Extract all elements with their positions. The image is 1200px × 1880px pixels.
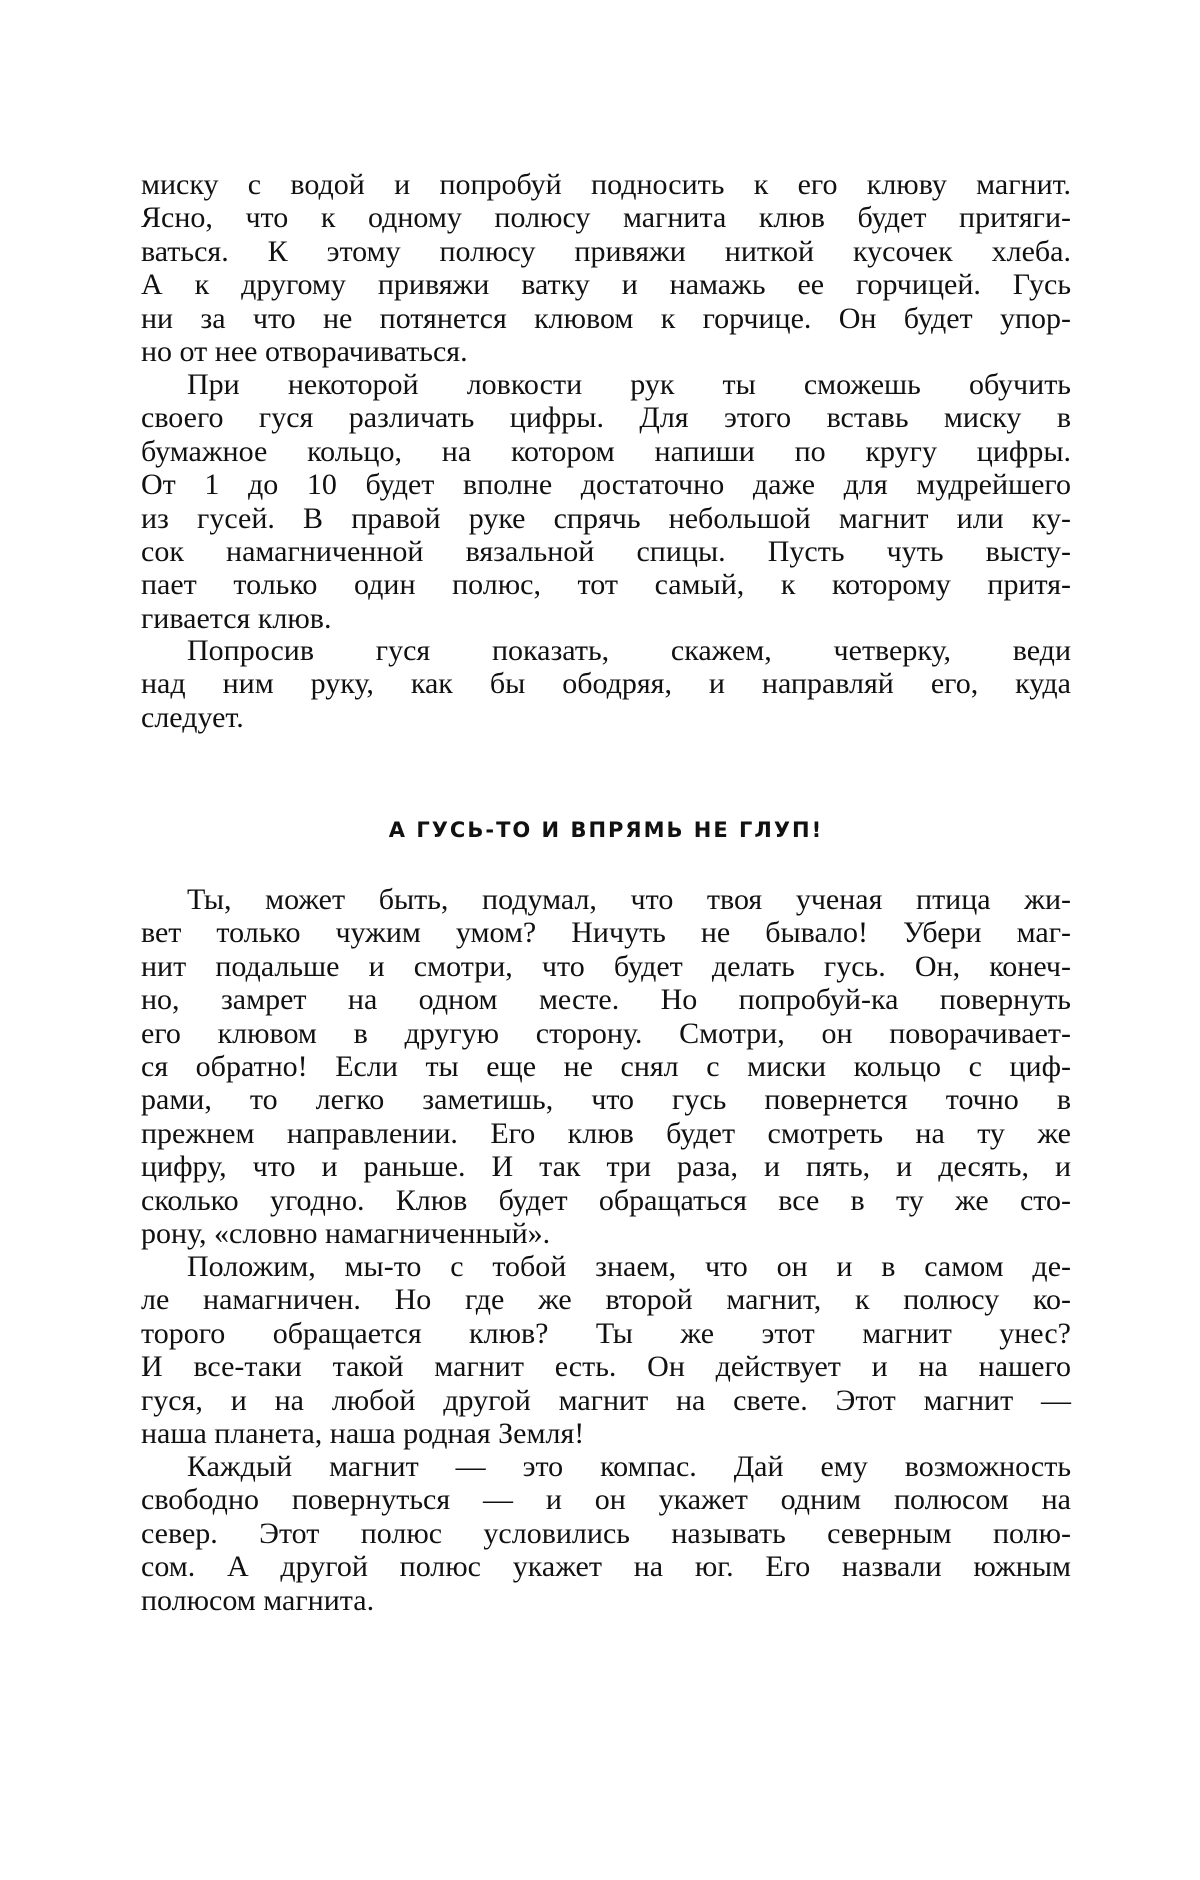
text-line: рону, «словно намагниченный». bbox=[141, 1217, 1071, 1250]
text-line: миску с водой и попробуй подносить к его клюву магнит. bbox=[141, 168, 1071, 201]
text-line: ле намагничен. Но где же второй магнит, к полюсу ко- bbox=[141, 1283, 1071, 1316]
text-line: наша планета, наша родная Земля! bbox=[141, 1417, 1071, 1450]
text-line: своего гуся различать цифры. Для этого вставь миску в bbox=[141, 401, 1071, 434]
text-line: При некоторой ловкости рук ты сможешь обучить bbox=[141, 368, 1071, 401]
text-line: гивается клюв. bbox=[141, 602, 1071, 635]
text-line: Ясно, что к одному полюсу магнита клюв будет притяги- bbox=[141, 201, 1071, 234]
text-line: вет только чужим умом? Ничуть не бывало! Убери маг- bbox=[141, 916, 1071, 949]
text-line: И все-таки такой магнит есть. Он действует и на нашего bbox=[141, 1350, 1071, 1383]
book-page bbox=[0, 0, 1200, 1880]
text-line: над ним руку, как бы ободряя, и направляй его, куда bbox=[141, 667, 1071, 700]
paragraph-4 bbox=[141, 883, 1071, 1250]
text-line: Попросив гуся показать, скажем, четверку, веди bbox=[141, 634, 1071, 667]
text-line: ся обратно! Если ты еще не снял с миски кольцо с циф- bbox=[141, 1050, 1071, 1083]
text-line: ваться. К этому полюсу привяжи ниткой кусочек хлеба. bbox=[141, 235, 1071, 268]
text-line: но от нее отворачиваться. bbox=[141, 335, 1071, 368]
text-line: пает только один полюс, тот самый, к которому притя- bbox=[141, 568, 1071, 601]
text-line: гуся, и на любой другой магнит на свете. Этот магнит — bbox=[141, 1384, 1071, 1417]
paragraph-6 bbox=[141, 1450, 1071, 1617]
text-line: из гусей. В правой руке спрячь небольшой магнит или ку- bbox=[141, 502, 1071, 535]
text-line: цифру, что и раньше. И так три раза, и пять, и десять, и bbox=[141, 1150, 1071, 1183]
text-line: А к другому привяжи ватку и намажь ее горчицей. Гусь bbox=[141, 268, 1071, 301]
text-line: сколько угодно. Клюв будет обращаться все в ту же сто- bbox=[141, 1184, 1071, 1217]
text-line: От 1 до 10 будет вполне достаточно даже для мудрейшего bbox=[141, 468, 1071, 501]
text-line: его клювом в другую сторону. Смотри, он поворачивает- bbox=[141, 1017, 1071, 1050]
paragraph-1 bbox=[141, 168, 1071, 368]
text-line: прежнем направлении. Его клюв будет смотреть на ту же bbox=[141, 1117, 1071, 1150]
text-line: сом. А другой полюс укажет на юг. Его назвали южным bbox=[141, 1550, 1071, 1583]
text-line: полюсом магнита. bbox=[141, 1584, 1071, 1617]
paragraph-3 bbox=[141, 634, 1071, 734]
text-line: но, замрет на одном месте. Но попробуй-ка повернуть bbox=[141, 983, 1071, 1016]
text-line: ни за что не потянется клювом к горчице. Он будет упор- bbox=[141, 302, 1071, 335]
section-heading: А ГУСЬ-ТО И ВПРЯМЬ НЕ ГЛУП! bbox=[141, 818, 1071, 842]
text-line: Ты, может быть, подумал, что твоя ученая птица жи- bbox=[141, 883, 1071, 916]
paragraph-2 bbox=[141, 368, 1071, 635]
paragraph-5 bbox=[141, 1250, 1071, 1450]
text-line: рами, то легко заметишь, что гусь повернется точно в bbox=[141, 1083, 1071, 1116]
text-line: следует. bbox=[141, 701, 1071, 734]
text-line: север. Этот полюс условились называть северным полю- bbox=[141, 1517, 1071, 1550]
text-line: нит подальше и смотри, что будет делать гусь. Он, конеч- bbox=[141, 950, 1071, 983]
text-line: свободно повернуться — и он укажет одним полюсом на bbox=[141, 1483, 1071, 1516]
text-line: Каждый магнит — это компас. Дай ему возможность bbox=[141, 1450, 1071, 1483]
text-line: сок намагниченной вязальной спицы. Пусть чуть высту- bbox=[141, 535, 1071, 568]
text-line: бумажное кольцо, на котором напиши по кругу цифры. bbox=[141, 435, 1071, 468]
text-line: Положим, мы-то с тобой знаем, что он и в самом де- bbox=[141, 1250, 1071, 1283]
text-line: торого обращается клюв? Ты же этот магнит унес? bbox=[141, 1317, 1071, 1350]
